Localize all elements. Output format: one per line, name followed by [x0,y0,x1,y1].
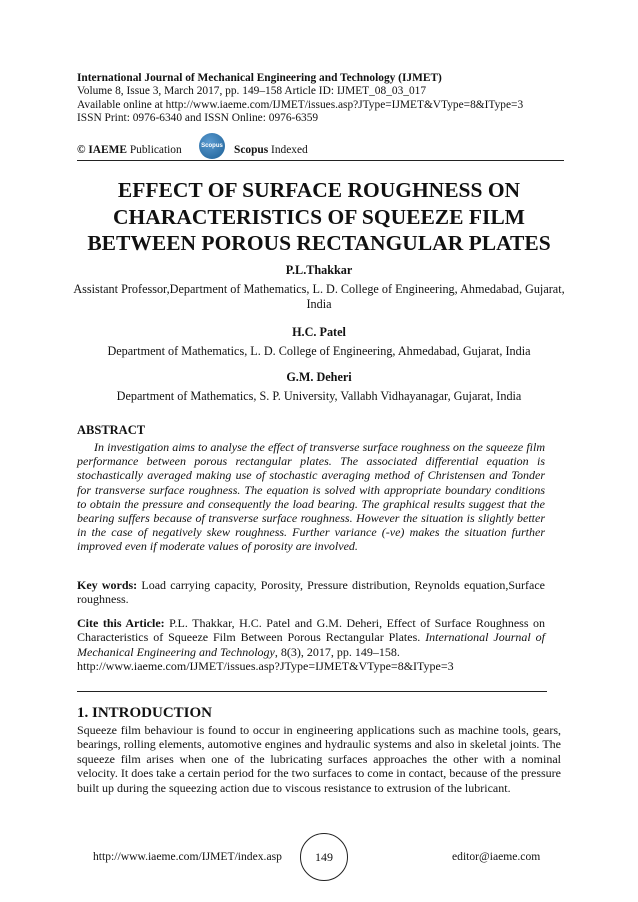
title-line-2: CHARACTERISTICS OF SQUEEZE FILM [113,204,525,229]
indexed-name: Scopus [234,144,269,156]
abstract-heading: ABSTRACT [77,423,146,437]
indexed-suffix: Indexed [268,144,308,156]
title-line-1: EFFECT OF SURFACE ROUGHNESS ON [117,178,521,202]
section-divider [77,691,547,692]
author-name: G.M. Deheri [286,370,352,384]
indexed-label [234,144,308,156]
author-affiliation: Department of Mathematics, S. P. University, Vallabh Vidhayanagar, Gujarat, India [116,389,522,403]
cite-this-article [77,616,545,674]
publisher-label [77,144,182,156]
issn-line: ISSN Print: 0976-6340 and ISSN Online: 0976-6359 [77,112,319,125]
author-block-2 [60,325,578,359]
abstract-text: In investigation aims to analyse the effect of transverse surface roughness on the squeeze film performance between porous rectangular plates. The associated differential equation is stochastically averaged making use of stochastic averaging method of Christensen and Tonder for transverse surface roughness. The equation is solved with appropriate boundary conditions to obtain the pressure and consequently the load bearing. The graphical results suggest that the bearing suffers because of transverse surface roughness. However the situation is slightly better in the case of negatively skew roughness. Further variance (-ve) makes the situation further improved even if moderate values of porosity are involved. [77,440,545,554]
keywords-text: Load carrying capacity, Porosity, Pressure distribution, Reynolds equation,Surface roughness. [77,578,545,607]
keywords [77,578,545,607]
author-affiliation: Assistant Professor,Department of Mathematics, L. D. College of Engineering, Ahmedabad, Gujarat, India [73,282,565,311]
title-line-3: BETWEEN POROUS RECTANGULAR PLATES [87,231,551,255]
cite-tail: , 8(3), 2017, pp. 149–158. [274,644,400,659]
volume-line: Volume 8, Issue 3, March 2017, pp. 149–158 Article ID: IJMET_08_03_017 [77,85,427,98]
cite-text: P.L. Thakkar, H.C. Patel and G.M. Deheri, Effect of Surface Roughness on Characteristics of Squeeze Film Between Porous Rectangular Plates. [77,616,546,645]
cite-url-link[interactable]: http://www.iaeme.com/IJMET/issues.asp?JType=IJMET&VType=8&IType=3 [77,659,454,674]
footer-email-link[interactable]: editor@iaeme.com [452,850,541,863]
journal-header [77,72,567,126]
keywords-label: Key words: [77,578,138,592]
introduction-heading: 1. INTRODUCTION [77,705,213,721]
publisher-suffix: Publication [126,144,182,156]
page-number: 149 [300,833,348,881]
publisher-name: © IAEME [77,144,127,156]
author-affiliation: Department of Mathematics, L. D. College of Engineering, Ahmedabad, Gujarat, India [107,344,531,358]
paper-title [60,177,578,257]
author-block-3 [60,370,578,404]
cite-journal: International Journal of Mechanical Engineering and Technology [77,630,545,659]
available-online-line[interactable]: Available online at http://www.iaeme.com/IJMET/issues.asp?JType=IJMET&VType=8&IType=3 [77,98,524,111]
author-name: P.L.Thakkar [285,263,353,277]
journal-title: International Journal of Mechanical Engineering and Technology (IJMET) [77,72,442,84]
footer-url-link[interactable]: http://www.iaeme.com/IJMET/index.asp [93,850,282,863]
introduction-text: Squeeze film behaviour is found to occur in engineering applications such as machine tools, gears, bearings, rolling elements, automotive engines and hydraulic systems and also in skeletal joints. The squeeze film arises when one of the lubricating surfaces approaches the other with a nominal velocity. It does take a certain period for the two surfaces to come in contact, because of the pressure built up during the squeezing action due to viscous resistance to extrusion of the lubricant. [77,723,561,795]
scopus-logo-icon: Scopus [199,133,225,159]
publisher-row [77,138,564,161]
author-block-1 [60,263,578,312]
author-name: H.C. Patel [292,325,346,339]
cite-label: Cite this Article: [77,616,165,630]
